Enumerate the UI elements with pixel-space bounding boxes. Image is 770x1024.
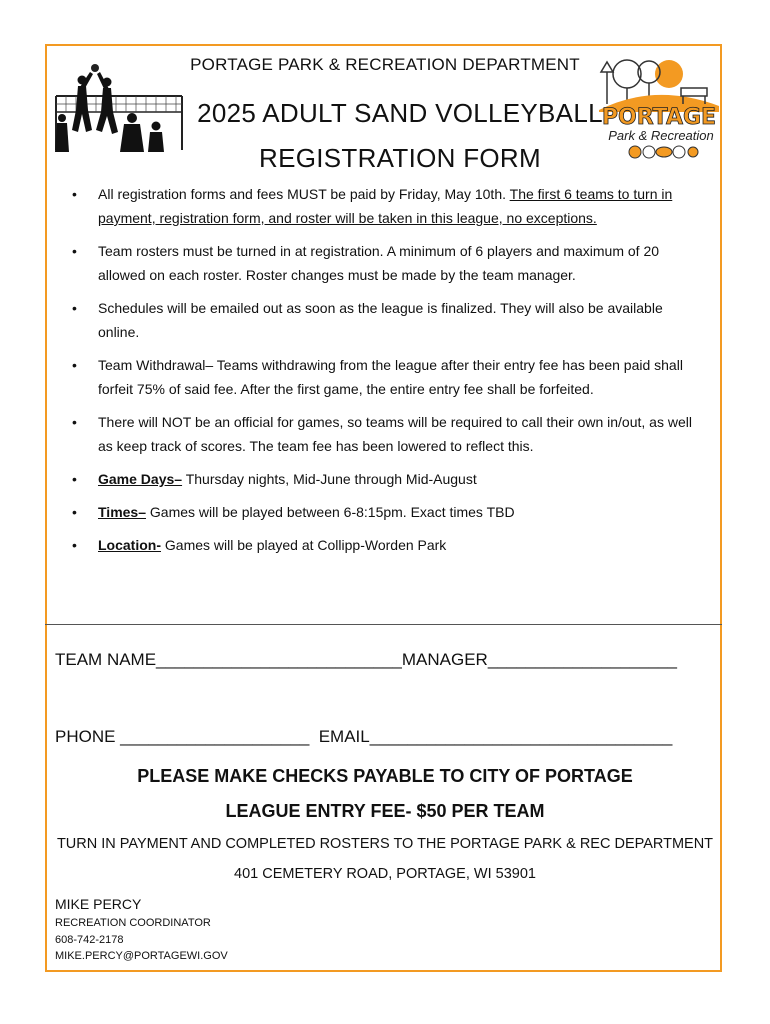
rule-times	[60, 500, 700, 524]
entry-fee-notice: LEAGUE ENTRY FEE- $50 PER TEAM	[225, 801, 545, 821]
rule-deadline	[60, 182, 700, 230]
department-address: 401 CEMETERY ROAD, PORTAGE, WI 53901	[234, 866, 536, 882]
rule-deadline-text: All registration forms and fees MUST be paid by Friday, May 10th.	[98, 186, 510, 202]
contact-email[interactable]: MIKE.PERCY@PORTAGEWI.GOV	[55, 950, 228, 962]
location-text: Games will be played at Collipp-Worden Park	[161, 537, 447, 553]
form-title-line2: REGISTRATION FORM	[259, 143, 541, 173]
rule-game-days	[60, 467, 700, 491]
rule-location	[60, 533, 700, 557]
rule-deadline-underlined: The first 6 teams to turn in payment, registration form, and roster will be taken in this league, no exceptions.	[98, 186, 673, 226]
times-label: Times–	[98, 504, 146, 520]
rules-list	[60, 182, 700, 566]
contact-name: MIKE PERCY	[55, 896, 142, 912]
game-days-text: Thursday nights, Mid-June through Mid-August	[182, 471, 477, 487]
section-divider	[45, 624, 722, 625]
contact-phone: 608-742-2178	[55, 934, 124, 946]
rule-officials: • There will NOT be an official for games, so teams will be required to call their own in/out, as well as keep track of scores. The team fee has been lowered to reflect this.	[60, 410, 700, 458]
rule-rosters: • Team rosters must be turned in at registration. A minimum of 6 players and maximum of 20 allowed on each roster. Roster changes must be made by the team manager.	[60, 239, 700, 287]
form-title-line1: 2025 ADULT SAND VOLLEYBALL	[197, 98, 603, 128]
department-name: PORTAGE PARK & RECREATION DEPARTMENT	[190, 55, 580, 74]
location-label: Location-	[98, 537, 161, 553]
checks-payable-notice: PLEASE MAKE CHECKS PAYABLE TO CITY OF PORTAGE	[137, 766, 633, 786]
turn-in-instructions: TURN IN PAYMENT AND COMPLETED ROSTERS TO THE PORTAGE PARK & REC DEPARTMENT	[56, 836, 714, 852]
phone-email-field-line[interactable]: PHONE ____________________ EMAIL________________________________	[55, 727, 673, 746]
logo-word: PORTAGE	[601, 105, 717, 130]
rule-schedules: • Schedules will be emailed out as soon as the league is finalized. They will also be available online.	[60, 296, 700, 344]
game-days-label: Game Days–	[98, 471, 183, 487]
logo-tagline: Park & Recreation	[608, 128, 714, 143]
times-text: Games will be played between 6-8:15pm. Exact times TBD	[146, 504, 515, 520]
contact-role: RECREATION COORDINATOR	[55, 917, 211, 929]
team-manager-field-line[interactable]: TEAM NAME__________________________MANAGER____________________	[55, 650, 677, 669]
rule-withdrawal: • Team Withdrawal– Teams withdrawing from the league after their entry fee has been paid shall forfeit 75% of said fee. After the first game, the entire entry fee shall be forfeited.	[60, 353, 700, 401]
